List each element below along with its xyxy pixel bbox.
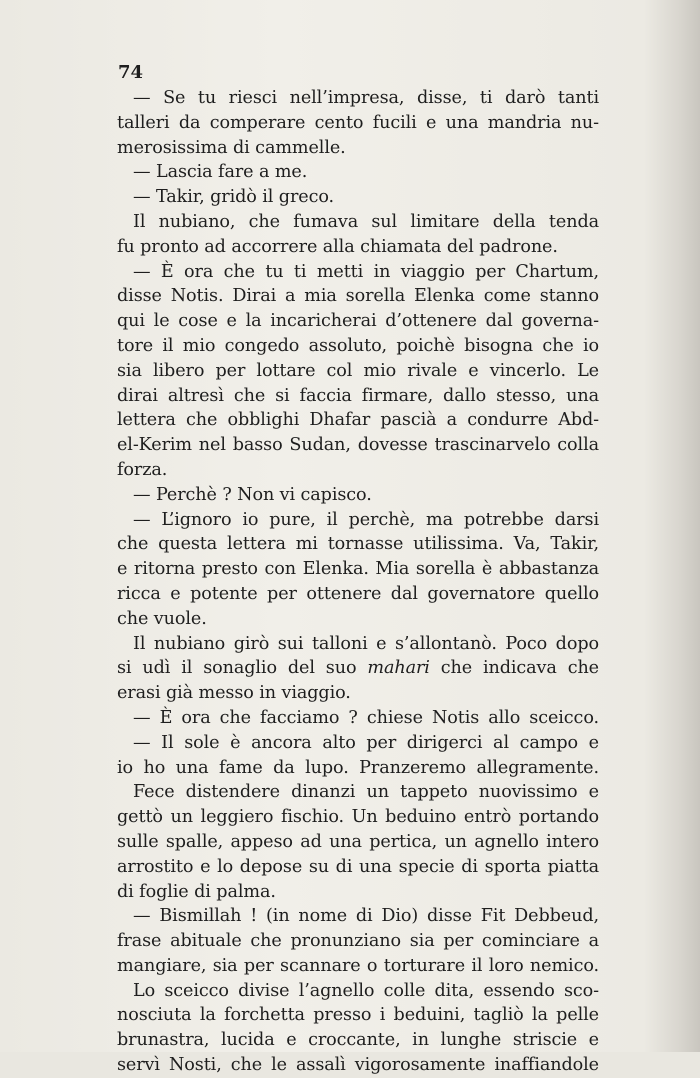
text-line — [117, 1003, 599, 1028]
text-line-content: ricca e potente per ottenere dal governatore quello — [117, 583, 599, 604]
text-line — [117, 309, 599, 334]
text-line — [117, 185, 599, 210]
text-line-content: erasi già messo in viaggio. — [117, 683, 351, 704]
text-line-content: gettò un leggiero fischio. Un beduino entrò portando — [117, 807, 599, 828]
text-line-content: — Lascia fare a me. — [133, 162, 308, 183]
text-line-content: arrostito e lo depose su di una specie di sporta piatta — [117, 856, 599, 877]
text-line — [117, 408, 599, 433]
text-line — [117, 979, 599, 1004]
text-line-content: — È ora che facciamo ? chiese Notis allo sceicco. — [133, 707, 599, 728]
text-line-content: Il nubiano girò sui talloni e s’allontanò. Poco dopo — [133, 633, 599, 654]
text-line — [117, 607, 599, 632]
text-line-content: — Takir, gridò il greco. — [133, 187, 335, 208]
text-line-content: di foglie di palma. — [117, 881, 276, 902]
text-line-content: — Se tu riesci nell’impresa, disse, ti darò tanti — [133, 88, 599, 108]
text-line — [117, 284, 599, 309]
text-line — [117, 260, 599, 285]
text-line-content: — Perchè ? Non vi capisco. — [133, 484, 372, 505]
text-line-content: che indicava che — [429, 658, 599, 679]
text-line — [117, 855, 599, 880]
text-line — [117, 334, 599, 359]
text-line-content: che questa lettera mi tornasse utilissima. Va, Takir, — [117, 534, 599, 555]
text-line — [117, 904, 599, 929]
text-line-content: forza. — [117, 459, 168, 480]
text-line-content: lettera che obblighi Dhafar pascià a condurre Abd- — [117, 410, 599, 431]
text-line — [117, 235, 599, 260]
text-line-content: qui le cose e la incaricherai d’ottenere dal governa- — [117, 311, 599, 332]
text-line — [117, 557, 599, 582]
text-line-content: brunastra, lucida e croccante, in lunghe striscie e — [117, 1030, 599, 1051]
text-line-content: — È ora che tu ti metti in viaggio per Chartum, — [133, 261, 599, 282]
text-line — [117, 532, 599, 557]
text-line-content: io ho una fame da lupo. Pranzeremo allegramente. — [117, 757, 599, 778]
text-line — [117, 86, 599, 111]
text-line — [117, 706, 599, 731]
text-line — [117, 384, 599, 409]
text-line — [117, 632, 599, 657]
text-line-content: merosissima di cammelle. — [117, 137, 346, 158]
text-line-content: che vuole. — [117, 608, 207, 629]
text-line — [117, 731, 599, 756]
text-line — [117, 582, 599, 607]
text-line — [117, 433, 599, 458]
text-line — [117, 805, 599, 830]
text-line — [117, 756, 599, 781]
text-line — [117, 210, 599, 235]
text-line-content: Fece distendere dinanzi un tappeto nuovissimo e — [133, 782, 599, 803]
text-line-content: sia libero per lottare col mio rivale e vincerlo. Le — [117, 360, 599, 381]
text-line — [117, 780, 599, 805]
page-number: 74 — [118, 62, 144, 83]
text-line — [117, 1028, 599, 1053]
text-line — [117, 160, 599, 185]
text-line-content: Lo sceicco divise l’agnello colle dita, essendo sco- — [133, 980, 599, 1001]
text-line-content: — Il sole è ancora alto per dirigerci al campo e — [133, 732, 599, 753]
text-line-content: nosciuta la forchetta presso i beduini, tagliò la pelle — [117, 1005, 599, 1026]
text-line-content: frase abituale che pronunziano sia per cominciare a — [117, 931, 599, 952]
text-line — [117, 656, 599, 681]
text-line-content: Il nubiano, che fumava sul limitare della tenda — [133, 211, 599, 232]
text-line-content: si udì il sonaglio del suo — [117, 658, 368, 679]
text-line-content: sulle spalle, appeso ad una pertica, un agnello intero — [117, 831, 599, 852]
text-line — [117, 458, 599, 483]
text-line-content: fu pronto ad accorrere alla chiamata del padrone. — [117, 236, 558, 257]
text-line-content: mangiare, sia per scannare o torturare il loro nemico. — [117, 955, 599, 976]
text-line-content: tore il mio congedo assoluto, poichè bisogna che io — [117, 335, 599, 356]
text-line-content: servì Nosti, che le assalì vigorosamente inaffiandole — [117, 1055, 599, 1076]
text-line-content: dirai altresì che si faccia firmare, dallo stesso, una — [117, 385, 599, 406]
text-line — [117, 136, 599, 161]
text-line — [117, 111, 599, 136]
text-line — [117, 954, 599, 979]
text-line — [117, 508, 599, 533]
text-line — [117, 681, 599, 706]
text-line — [117, 880, 599, 905]
text-line — [117, 483, 599, 508]
text-line-content: disse Notis. Dirai a mia sorella Elenka come stanno — [117, 286, 599, 307]
text-line-content: el-Kerim nel basso Sudan, dovesse trascinarvelo colla — [117, 435, 599, 456]
italic-word: mahari — [367, 658, 430, 679]
text-line — [117, 830, 599, 855]
body-text — [117, 86, 599, 1078]
text-line — [117, 929, 599, 954]
text-line-content: talleri da comperare cento fucili e una mandria nu- — [117, 112, 599, 133]
text-line — [117, 1053, 599, 1078]
text-line-content: — L’ignoro io pure, il perchè, ma potrebbe darsi — [133, 509, 599, 530]
text-line-content: e ritorna presto con Elenka. Mia sorella è abbastanza — [117, 559, 599, 580]
text-line-content: — Bismillah ! (in nome di Dio) disse Fit Debbeud, — [133, 906, 599, 927]
text-line — [117, 359, 599, 384]
